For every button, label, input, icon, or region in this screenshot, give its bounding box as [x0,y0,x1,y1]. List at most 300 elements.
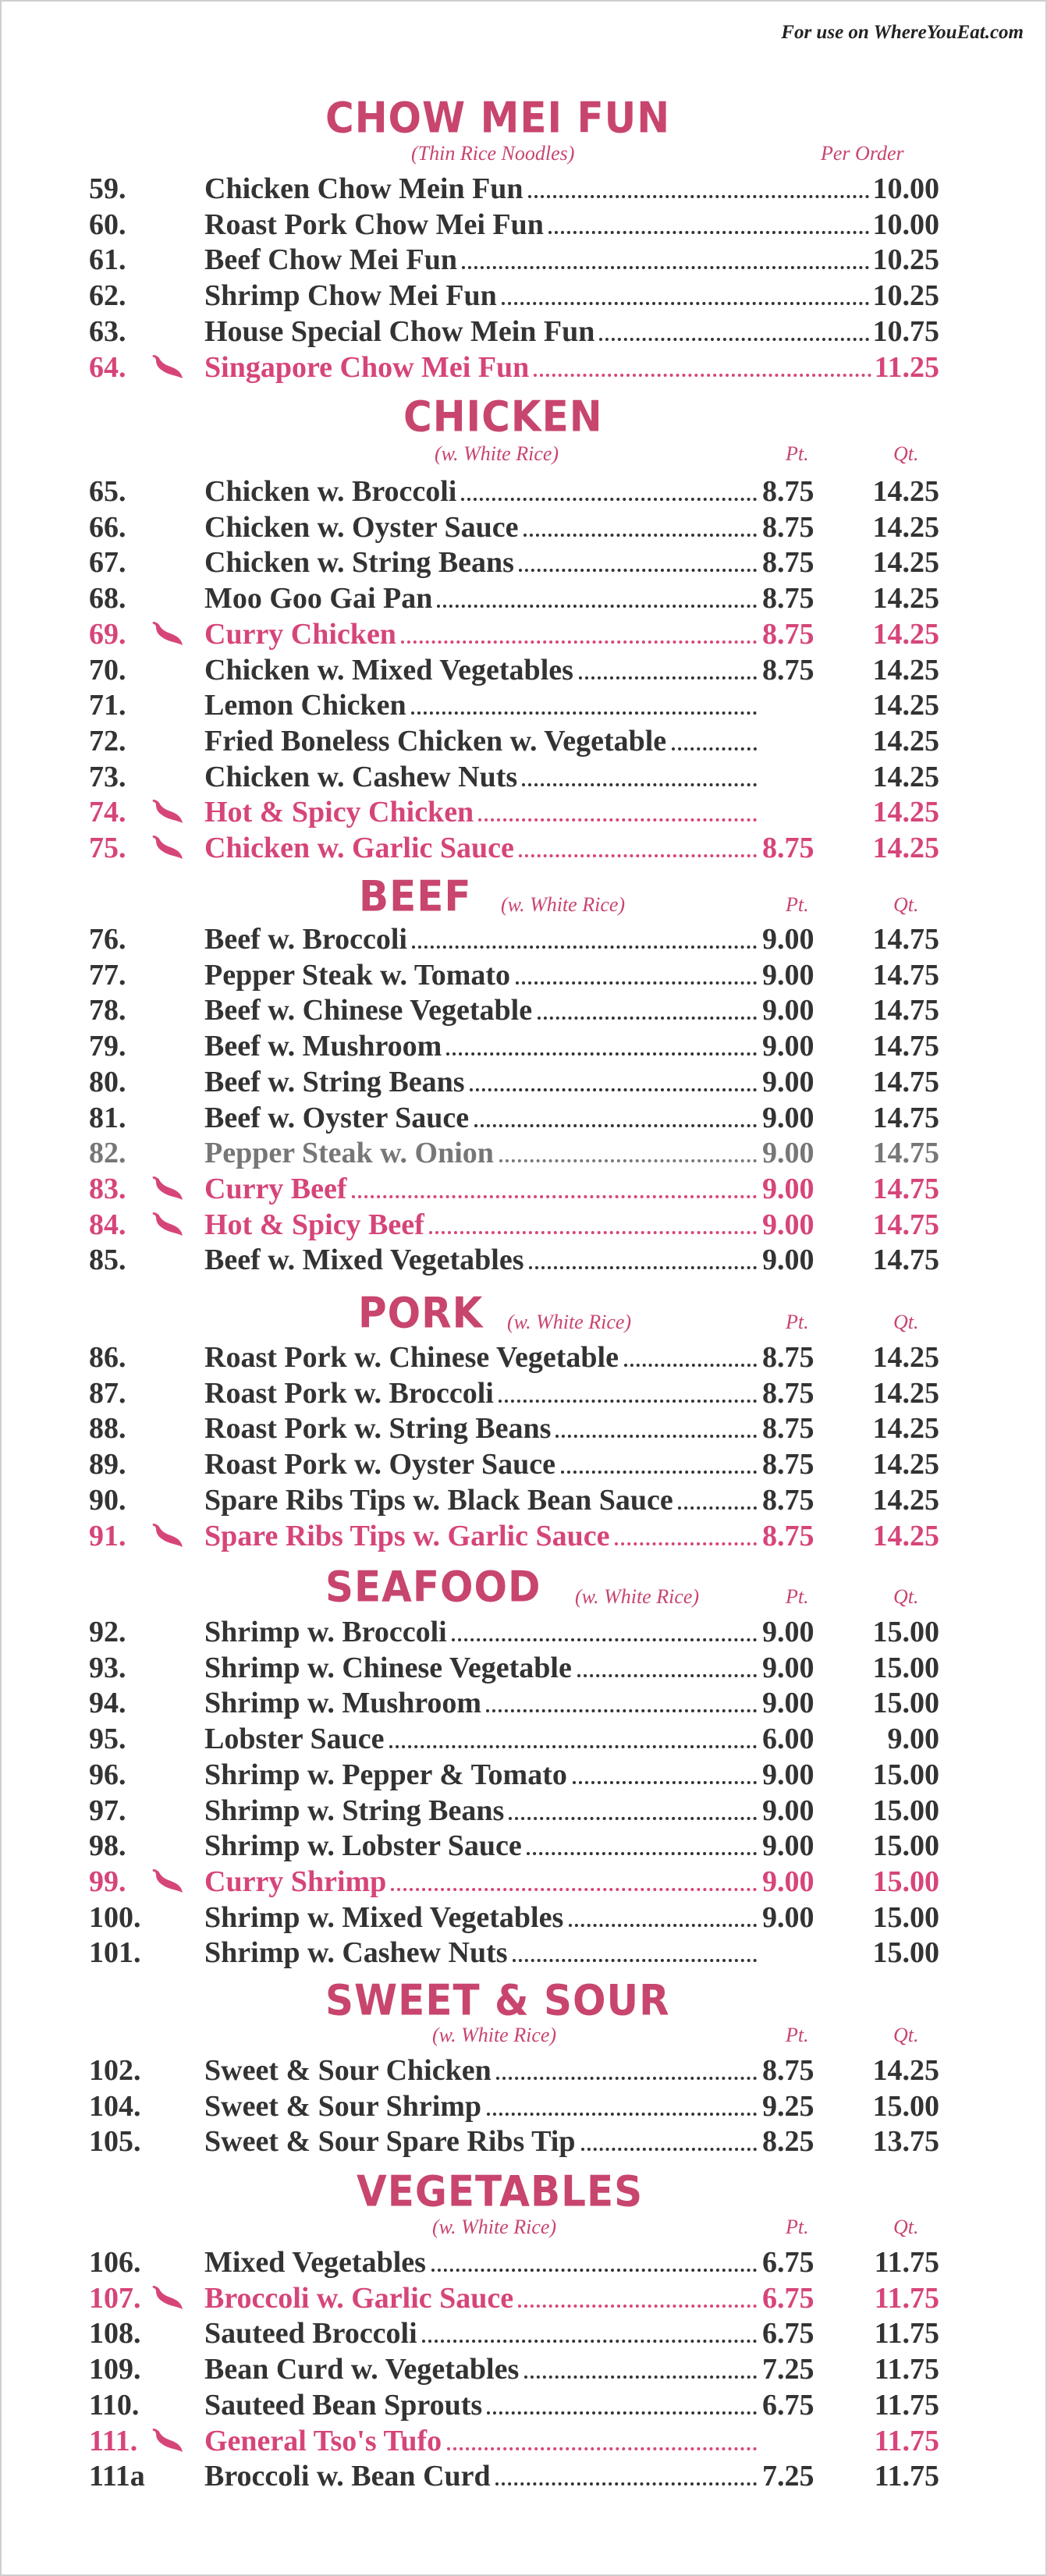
item-number: 74. [89,796,126,829]
item-price-pint: 6.00 [762,1723,815,1756]
item-number: 80. [89,1065,126,1098]
menu-item-80 [2,1065,1047,1101]
item-name: Chicken Chow Mein Fun [204,172,524,205]
item-name: Lobster Sauce [204,1723,385,1756]
menu-item-93 [2,1651,1047,1687]
item-number: 99. [89,1865,126,1898]
item-number: 97. [89,1794,126,1827]
item-name: Sweet & Sour Shrimp [204,2089,482,2123]
item-name: Pepper Steak w. Tomato [204,958,511,992]
item-number: 106. [89,2246,141,2279]
menu-item-62 [2,279,1047,314]
item-name: Sauteed Bean Sprouts [204,2388,483,2422]
item-number: 94. [89,1687,126,1720]
menu-item-92 [2,1615,1047,1651]
item-number: 92. [89,1616,126,1648]
column-header-pint: Pt. [786,442,809,465]
dot-leader [495,2482,757,2486]
menu-item-85 [2,1243,1047,1279]
dot-leader [577,1674,757,1677]
hot-pepper-icon [151,800,184,826]
menu-item-71 [2,688,1047,724]
item-number: 79. [89,1030,126,1063]
item-name: Sweet & Sour Chicken [204,2054,492,2087]
menu-item-91 [2,1519,1047,1555]
menu-item-88 [2,1411,1047,1447]
menu-item-111a [2,2459,1047,2495]
column-header-pint: Pt. [786,1585,809,1608]
item-price-quart: 14.25 [872,1483,939,1517]
item-price-quart: 14.25 [872,2054,939,2087]
dot-leader [599,338,869,341]
item-number: 73. [89,760,126,793]
item-number: 101. [89,1936,141,1970]
item-price-pint: 9.00 [762,994,815,1027]
menu-item-87 [2,1376,1047,1412]
menu-item-69 [2,617,1047,653]
item-price-pint: 8.75 [762,1483,815,1517]
dot-leader [573,1781,757,1784]
menu-item-67 [2,545,1047,581]
item-price-pint: 6.75 [762,2388,815,2422]
item-price-pint: 7.25 [762,2353,815,2386]
item-name: Curry Chicken [204,617,396,651]
item-name: Hot & Spicy Chicken [204,796,474,829]
column-header-quart: Qt. [893,1585,919,1608]
dot-leader [391,1888,757,1891]
item-number: 82. [89,1137,126,1170]
item-number: 109. [89,2353,141,2386]
item-number: 71. [89,689,126,722]
item-name: Curry Beef [204,1172,347,1205]
item-number: 89. [89,1448,126,1481]
menu-item-108 [2,2316,1047,2352]
item-price-pint: 9.00 [762,1758,815,1791]
item-price-pint: 9.00 [762,1030,815,1063]
item-price: 10.25 [872,279,939,313]
menu-item-104 [2,2089,1047,2125]
item-price-quart: 14.25 [872,689,939,722]
item-price-pint: 6.75 [762,2281,815,2315]
item-name: Pepper Steak w. Onion [204,1137,494,1170]
item-number: 66. [89,510,126,544]
section-subtitle: (w. White Rice) [432,2216,557,2238]
menu-item-59 [2,172,1047,208]
menu-item-77 [2,958,1047,994]
item-price: 10.75 [872,314,939,348]
column-header-pint: Pt. [786,1311,809,1333]
item-name: Shrimp w. Mixed Vegetables [204,1900,564,1934]
item-number: 67. [89,546,126,580]
section-title-pork: PORK [358,1288,484,1338]
dot-leader [529,1266,757,1269]
item-name: Mixed Vegetables [204,2246,426,2279]
dot-leader [470,1088,757,1091]
dot-leader [474,1124,757,1127]
column-header-quart: Qt. [893,442,919,465]
item-number: 100. [89,1900,141,1934]
hot-pepper-icon [151,1176,184,1203]
item-price-quart: 15.00 [872,1758,939,1791]
item-number: 81. [89,1101,126,1134]
item-price-pint: 8.25 [762,2125,815,2159]
item-price-pint: 9.00 [762,1616,815,1648]
dot-leader [534,374,871,377]
dot-leader [538,1017,757,1020]
menu-item-109 [2,2352,1047,2388]
item-name: Shrimp w. Chinese Vegetable [204,1651,572,1684]
item-price-pint: 8.75 [762,510,815,544]
item-name: Chicken w. Oyster Sauce [204,510,519,544]
section-title-chicken: CHICKEN [403,392,603,442]
menu-item-102 [2,2053,1047,2089]
item-name: Shrimp w. Mushroom [204,1687,482,1720]
item-number: 70. [89,653,126,687]
menu-item-111 [2,2424,1047,2460]
item-name: Bean Curd w. Vegetables [204,2353,520,2386]
item-name: Shrimp w. Broccoli [204,1616,447,1648]
item-name: Sweet & Sour Spare Ribs Tip [204,2125,576,2159]
menu-item-65 [2,474,1047,510]
hot-pepper-icon [151,2429,184,2455]
item-number: 75. [89,832,126,864]
item-name: Beef w. Broccoli [204,923,407,956]
dot-leader [527,1852,757,1855]
section-title-chow-mei-fun: CHOW MEI FUN [325,93,671,143]
item-number: 69. [89,617,126,651]
item-number: 88. [89,1412,126,1446]
column-header-per-order: Per Order [821,142,904,165]
menu-item-86 [2,1340,1047,1376]
item-number: 76. [89,923,126,956]
item-price-quart: 14.75 [872,1137,939,1170]
item-name: Spare Ribs Tips w. Garlic Sauce [204,1519,610,1552]
column-header-pint: Pt. [786,2216,809,2238]
item-price-quart: 14.25 [872,1376,939,1410]
menu-item-96 [2,1758,1047,1794]
dot-leader [487,2411,757,2415]
item-price-quart: 15.00 [872,1794,939,1827]
item-price-quart: 13.75 [872,2125,939,2159]
dot-leader [555,1435,757,1438]
column-header-quart: Qt. [893,2024,919,2046]
dot-leader [624,1364,757,1367]
menu-item-100 [2,1900,1047,1936]
item-number: 107. [89,2281,141,2315]
section-title-beef: BEEF [359,871,472,921]
item-number: 96. [89,1758,126,1791]
item-name: Shrimp w. String Beans [204,1794,505,1827]
item-name: Beef w. Mixed Vegetables [204,1244,524,1277]
item-price-quart: 15.00 [872,1651,939,1684]
item-name: Roast Pork w. Chinese Vegetable [204,1341,619,1374]
menu-item-89 [2,1447,1047,1483]
menu-item-82 [2,1136,1047,1172]
item-price-quart: 14.75 [872,1244,939,1277]
item-number: 111a [89,2460,145,2493]
dot-leader [581,2148,757,2151]
column-header-quart: Qt. [893,1311,919,1333]
item-price-pint: 8.75 [762,475,815,508]
menu-item-94 [2,1686,1047,1722]
dot-leader [522,783,757,786]
menu-item-70 [2,653,1047,689]
item-name: Chicken w. String Beans [204,546,514,580]
item-name: Shrimp w. Cashew Nuts [204,1936,508,1970]
dot-leader [518,2305,757,2308]
item-price-pint: 8.75 [762,1341,815,1374]
item-name: Sauteed Broccoli [204,2317,417,2351]
hot-pepper-icon [151,1212,184,1239]
menu-item-90 [2,1483,1047,1519]
item-price-pint: 9.00 [762,1900,815,1934]
item-number: 84. [89,1208,126,1241]
item-price-quart: 14.25 [872,760,939,793]
item-name: Beef w. Oyster Sauce [204,1101,470,1134]
dot-leader [502,302,870,305]
menu-item-76 [2,922,1047,958]
item-price-quart: 14.25 [872,1412,939,1446]
item-price-quart: 14.25 [872,546,939,580]
section-title-seafood: SEAFOOD [325,1562,541,1612]
hot-pepper-icon [151,1524,184,1550]
dot-leader [411,711,757,715]
item-name: Beef Chow Mei Fun [204,243,458,277]
dot-leader [561,1471,757,1474]
column-header-quart: Qt. [893,893,919,916]
item-price-pint: 8.75 [762,1412,815,1446]
hot-pepper-icon [151,2286,184,2312]
menu-item-99 [2,1865,1047,1900]
item-price-pint: 9.00 [762,1137,815,1170]
menu-item-106 [2,2245,1047,2281]
item-price-pint: 8.75 [762,617,815,651]
menu-item-110 [2,2388,1047,2424]
dot-leader [437,605,757,608]
dot-leader [672,747,757,750]
dot-leader [461,498,757,501]
hot-pepper-icon [151,355,184,381]
item-name: Chicken w. Cashew Nuts [204,760,518,793]
item-price: 10.25 [872,243,939,277]
menu-item-78 [2,993,1047,1029]
item-price-quart: 14.75 [872,1030,939,1063]
column-header-pint: Pt. [786,2024,809,2046]
item-price-pint: 6.75 [762,2246,815,2279]
item-price-quart: 14.25 [872,510,939,544]
item-name: Shrimp Chow Mei Fun [204,279,497,313]
hot-pepper-icon [151,1869,184,1896]
item-name: Beef w. Mushroom [204,1030,442,1063]
item-price-quart: 14.25 [872,582,939,616]
dot-leader [516,981,757,985]
item-name: Shrimp w. Lobster Sauce [204,1829,522,1863]
item-price-pint: 8.75 [762,653,815,687]
item-price-pint: 9.00 [762,923,815,956]
item-price-pint: 8.75 [762,1519,815,1552]
item-price-pint: 8.75 [762,2054,815,2087]
menu-item-98 [2,1829,1047,1865]
dot-leader [499,1400,757,1403]
menu-item-63 [2,314,1047,350]
item-price-quart: 11.75 [874,2281,939,2315]
item-number: 62. [89,279,126,313]
dot-leader [579,676,757,679]
menu-item-73 [2,760,1047,796]
item-price-quart: 14.25 [872,1341,939,1374]
item-number: 86. [89,1341,126,1374]
dot-leader [519,569,757,572]
dot-leader [569,1924,757,1927]
item-price-quart: 15.00 [872,1900,939,1934]
dot-leader [487,2113,757,2116]
item-name: Roast Pork Chow Mei Fun [204,208,544,241]
dot-leader [524,2376,757,2379]
menu-item-60 [2,208,1047,243]
item-number: 65. [89,475,126,508]
item-price-quart: 14.75 [872,923,939,956]
menu-item-84 [2,1208,1047,1244]
item-price-quart: 15.00 [872,1687,939,1720]
item-price-pint: 7.25 [762,2460,815,2493]
item-price-quart: 14.75 [872,1101,939,1134]
item-price-quart: 9.00 [887,1723,939,1756]
item-name: Singapore Chow Mei Fun [204,350,530,384]
item-name: Lemon Chicken [204,689,406,722]
item-price-quart: 14.25 [872,1448,939,1481]
dot-leader [352,1195,757,1198]
item-price-quart: 11.75 [874,2424,939,2457]
item-price-pint: 9.00 [762,1865,815,1898]
item-price-pint: 9.00 [762,1101,815,1134]
dot-leader [519,854,757,857]
menu-item-74 [2,795,1047,831]
item-price-pint: 9.00 [762,1794,815,1827]
item-number: 64. [89,350,126,384]
dot-leader [431,2269,757,2272]
item-number: 72. [89,724,126,758]
menu-item-95 [2,1722,1047,1758]
item-number: 98. [89,1829,126,1863]
menu-item-64 [2,350,1047,386]
item-price-quart: 14.75 [872,1208,939,1241]
item-name: Roast Pork w. Broccoli [204,1376,494,1410]
item-price-quart: 15.00 [872,2089,939,2123]
item-number: 93. [89,1651,126,1684]
item-price: 11.25 [874,350,939,384]
item-price-quart: 14.25 [872,832,939,864]
dot-leader [486,1709,757,1712]
item-price-pint: 8.75 [762,546,815,580]
item-name: Beef w. Chinese Vegetable [204,994,533,1027]
item-price-pint: 9.00 [762,1065,815,1098]
item-name: Roast Pork w. String Beans [204,1412,552,1446]
dot-leader [452,1638,757,1641]
item-price-pint: 8.75 [762,832,815,864]
item-price-pint: 9.00 [762,1687,815,1720]
item-name: Chicken w. Garlic Sauce [204,832,514,864]
menu-item-72 [2,724,1047,760]
item-name: Roast Pork w. Oyster Sauce [204,1448,555,1481]
item-price-pint: 9.00 [762,1172,815,1205]
section-subtitle: (w. White Rice) [575,1585,700,1608]
item-price-quart: 15.00 [872,1936,939,1970]
dot-leader [513,1959,757,1962]
item-price-quart: 15.00 [872,1829,939,1863]
menu-item-75 [2,831,1047,867]
item-number: 68. [89,582,126,616]
menu-item-97 [2,1794,1047,1829]
menu-item-66 [2,510,1047,546]
item-price-pint: 8.75 [762,1448,815,1481]
hot-pepper-icon [151,622,184,648]
dot-leader [446,1052,757,1056]
dot-leader [528,195,870,198]
section-subtitle: (Thin Rice Noodles) [411,142,575,165]
item-price-quart: 14.25 [872,617,939,651]
item-price: 10.00 [872,208,939,241]
item-number: 108. [89,2317,141,2351]
dot-leader [615,1542,757,1545]
item-price-pint: 9.00 [762,1208,815,1241]
item-name: General Tso's Tufo [204,2424,442,2457]
section-subtitle: (w. White Rice) [507,1311,632,1333]
item-price-quart: 11.75 [874,2317,939,2351]
dot-leader [499,1159,757,1162]
dot-leader [678,1506,757,1510]
item-price-quart: 15.00 [872,1616,939,1648]
dot-leader [478,818,757,821]
item-name: Hot & Spicy Beef [204,1208,424,1241]
item-price-quart: 11.75 [874,2460,939,2493]
item-name: Fried Boneless Chicken w. Vegetable [204,724,667,758]
item-name: Moo Goo Gai Pan [204,582,433,616]
item-name: House Special Chow Mein Fun [204,314,595,348]
item-number: 90. [89,1483,126,1517]
item-number: 63. [89,314,126,348]
item-price-quart: 14.25 [872,1519,939,1552]
menu-item-83 [2,1172,1047,1208]
item-price-pint: 9.00 [762,1829,815,1863]
hot-pepper-icon [151,836,184,862]
item-price-pint: 9.00 [762,1244,815,1277]
dot-leader [548,231,870,234]
item-price-quart: 14.75 [872,1065,939,1098]
item-price-quart: 14.25 [872,724,939,758]
item-number: 95. [89,1723,126,1756]
item-price-quart: 14.75 [872,1172,939,1205]
item-name: Chicken w. Mixed Vegetables [204,653,573,687]
item-price-pint: 8.75 [762,1376,815,1410]
item-number: 110. [89,2388,140,2422]
item-price-quart: 14.25 [872,653,939,687]
menu-item-107 [2,2281,1047,2317]
column-header-pint: Pt. [786,893,809,916]
dot-leader [447,2447,757,2450]
dot-leader [412,946,757,949]
dot-leader [496,2077,757,2080]
item-name: Spare Ribs Tips w. Black Bean Sauce [204,1483,673,1517]
menu-item-61 [2,243,1047,279]
dot-leader [389,1745,757,1748]
item-name: Shrimp w. Pepper & Tomato [204,1758,567,1791]
item-price-pint: 6.75 [762,2317,815,2351]
item-price-quart: 11.75 [874,2353,939,2386]
item-price-quart: 11.75 [874,2388,939,2422]
item-number: 78. [89,994,126,1027]
item-number: 83. [89,1172,126,1205]
item-number: 61. [89,243,126,277]
